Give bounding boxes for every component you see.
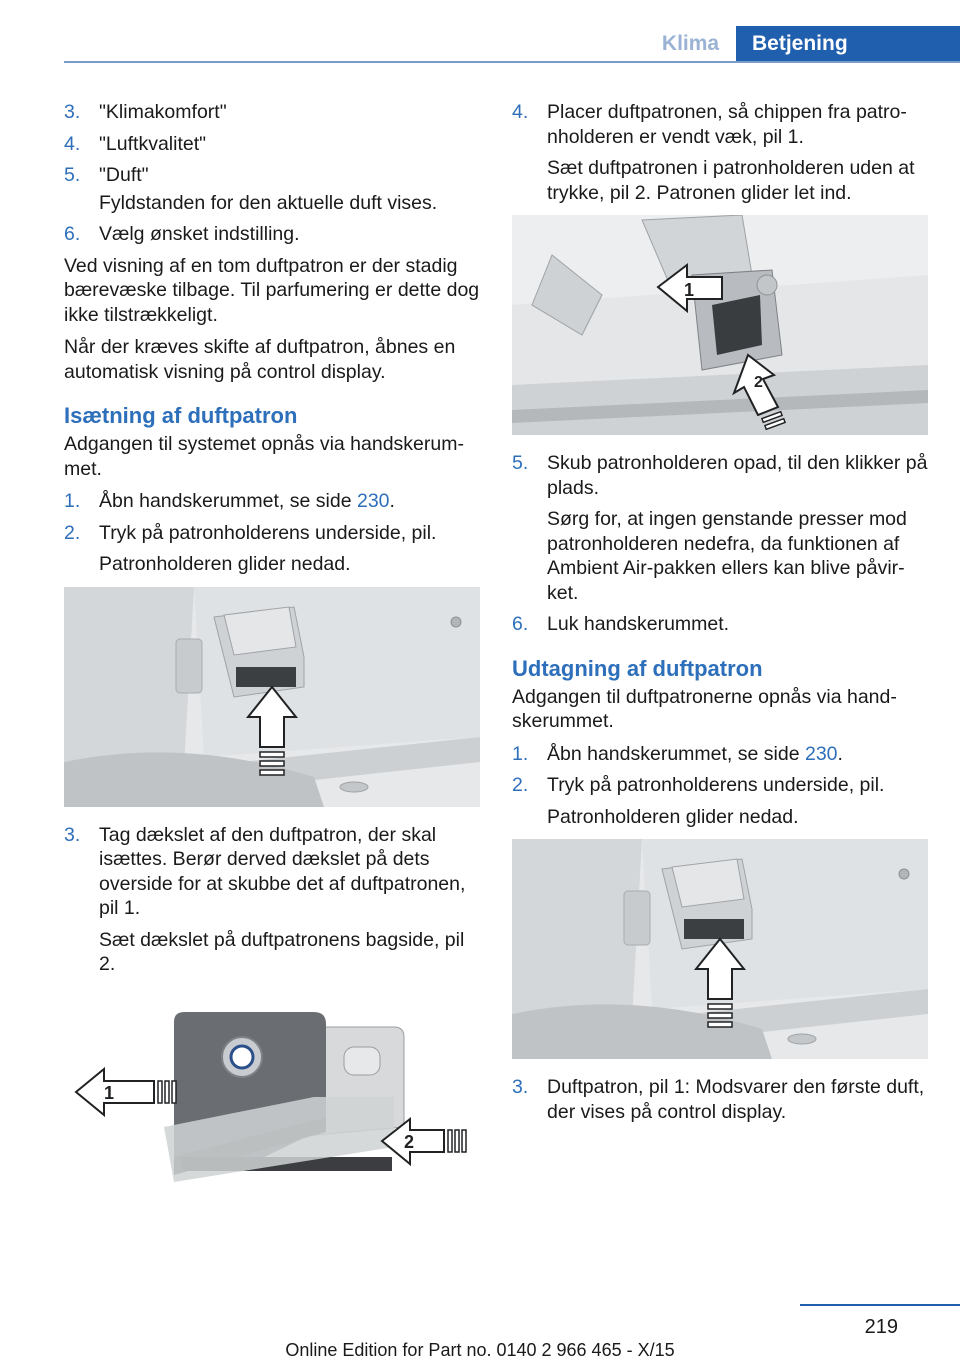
footer-edition: Online Edition for Part no. 0140 2 966 465 - X/15 bbox=[285, 1340, 675, 1360]
step-item bbox=[64, 521, 480, 577]
cartridge-insert-illustration bbox=[512, 215, 928, 435]
paragraph-access: Adgangen til systemet opnås via handskerum-met. bbox=[64, 433, 464, 480]
list-number: 4. bbox=[64, 132, 81, 155]
paragraph-change-notice: Når der kræves skifte af duftpatron, åbnes en automatisk visning på control display. bbox=[64, 336, 456, 383]
paragraph-access: Adgangen til duftpatronerne opnås via hand-skerummet. bbox=[512, 685, 897, 732]
list-number: 6. bbox=[64, 223, 81, 245]
page-link[interactable]: 230 bbox=[356, 490, 390, 512]
step-item bbox=[512, 742, 928, 767]
arrow-label-1: 1 bbox=[104, 1082, 115, 1103]
step-item bbox=[512, 451, 928, 605]
header-chapter-tab[interactable]: Betjening bbox=[736, 26, 960, 61]
step-text-2: Sørg for, at ingen genstande presser mod patronholderen nedefra, da funktionen af Ambient Air-pakken ellers kan blive påvir-ket. bbox=[547, 508, 907, 604]
step-text: Skub patronholderen opad, til den klikker på plads. bbox=[547, 452, 928, 499]
paragraph-empty-cartridge: Ved visning af en tom duftpatron er der stadig bærevæske tilbage. Til parfumering er dette dog ikke tilstrækkeligt. bbox=[64, 254, 480, 326]
list-number: 3. bbox=[64, 101, 81, 123]
list-number: 5. bbox=[64, 164, 81, 186]
right-column bbox=[512, 100, 928, 1131]
insert-arrow-label-1: 1 bbox=[684, 280, 695, 300]
left-column bbox=[64, 100, 480, 1203]
step-number: 3. bbox=[512, 1076, 529, 1098]
step-number: 5. bbox=[512, 452, 529, 474]
list-item bbox=[64, 132, 480, 157]
section-heading-insert: Isætning af duftpatron bbox=[64, 403, 298, 428]
insert-arrow-label-2: 2 bbox=[754, 374, 763, 391]
step-text: Åbn handskerummet, se side bbox=[547, 742, 805, 765]
header-divider bbox=[64, 61, 960, 63]
section-heading-remove: Udtagning af duftpatron bbox=[512, 655, 763, 681]
step-text: Tryk på patronholderens underside, pil. bbox=[99, 521, 437, 544]
step-item bbox=[64, 489, 480, 514]
glovebox-push-illustration-2 bbox=[512, 839, 928, 1059]
list-item bbox=[64, 163, 480, 215]
step-text: Tryk på patronholderens underside, pil. bbox=[547, 774, 885, 796]
list-text: Vælg ønsket indstilling. bbox=[99, 223, 300, 245]
step-text: Tag dækslet af den duftpatron, der skal isættes. Berør derved dækslet på dets overside for at skubbe det af duftpatronen, pil 1. bbox=[99, 823, 466, 919]
glovebox-push-illustration bbox=[64, 587, 480, 807]
step-number: 6. bbox=[512, 613, 529, 635]
step-item bbox=[512, 612, 928, 637]
step-number: 1. bbox=[64, 490, 81, 512]
step-number: 1. bbox=[512, 742, 529, 765]
list-text: "Duft" bbox=[99, 164, 149, 186]
list-text: "Klimakomfort" bbox=[99, 101, 227, 123]
arrow-label-2: 2 bbox=[404, 1131, 415, 1152]
step-text-end: . bbox=[389, 490, 395, 512]
step-text: Åbn handskerummet, se side bbox=[99, 490, 357, 512]
step-number: 3. bbox=[64, 823, 81, 846]
footer-divider bbox=[800, 1304, 960, 1306]
step-text-end: . bbox=[837, 742, 843, 765]
list-item bbox=[64, 100, 480, 125]
step-text: Luk handskerummet. bbox=[547, 613, 730, 635]
list-item bbox=[64, 222, 480, 247]
page-link[interactable]: 230 bbox=[804, 742, 838, 765]
list-text: Fyldstanden for den aktuelle duft vises. bbox=[99, 191, 438, 214]
step-text-2: Sæt dækslet på duftpatronens bagside, pil 2. bbox=[99, 928, 465, 975]
cartridge-cover-illustration bbox=[64, 1007, 480, 1187]
step-item bbox=[64, 823, 480, 977]
step-result: Patronholderen glider nedad. bbox=[99, 553, 351, 575]
step-text: Placer duftpatronen, så chippen fra patro-nholderen er vendt væk, pil 1. bbox=[547, 101, 907, 148]
step-item bbox=[512, 1075, 928, 1124]
step-number: 2. bbox=[64, 521, 81, 544]
step-item bbox=[512, 100, 928, 205]
step-text: Duftpatron, pil 1: Modsvarer den første duft, der vises på control display. bbox=[547, 1076, 925, 1123]
page-number: 219 bbox=[864, 1316, 898, 1338]
step-item bbox=[512, 773, 928, 829]
step-text-2: Sæt duftpatronen i patronholderen uden at trykke, pil 2. Patronen glider let ind. bbox=[547, 157, 915, 204]
step-number: 4. bbox=[512, 101, 529, 123]
header-section-tab[interactable]: Klima bbox=[661, 31, 720, 55]
list-text: "Luftkvalitet" bbox=[99, 132, 207, 155]
step-result: Patronholderen glider nedad. bbox=[547, 805, 799, 828]
step-number: 2. bbox=[512, 774, 529, 796]
